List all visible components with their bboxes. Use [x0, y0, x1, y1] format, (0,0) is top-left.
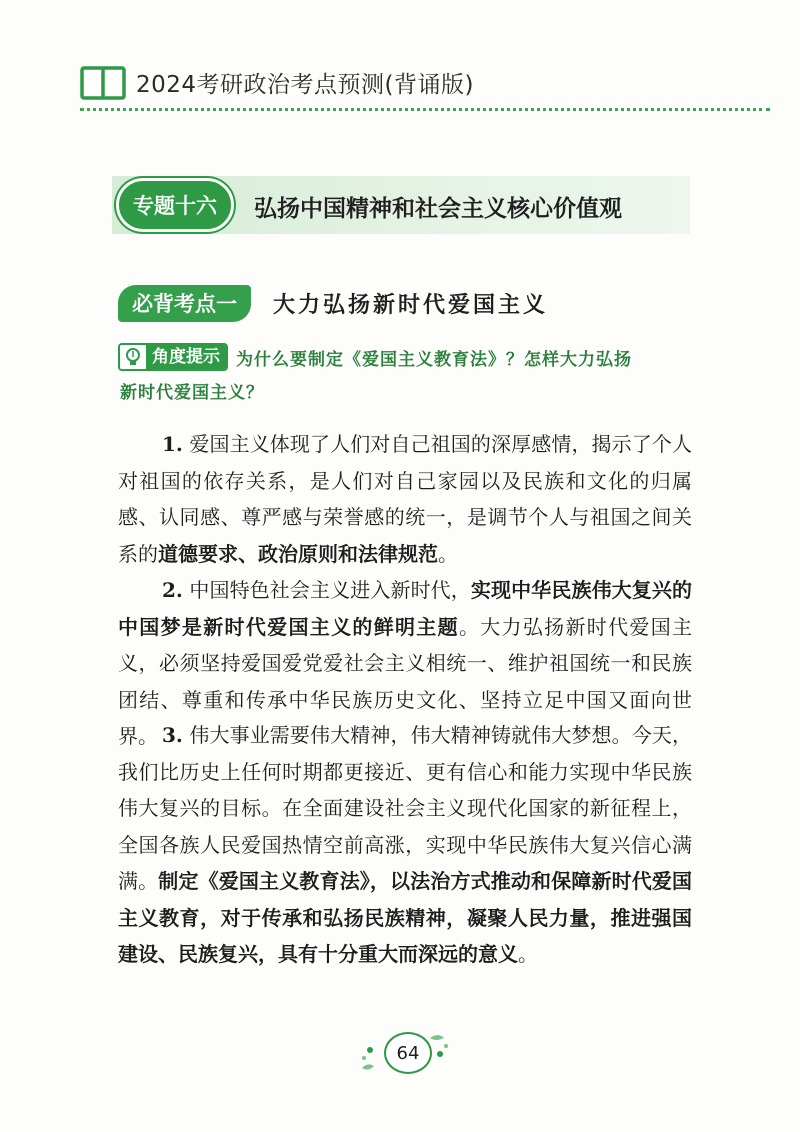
hint-question-line-2: 新时代爱国主义？: [120, 383, 264, 403]
running-header: [80, 62, 474, 102]
lightbulb-icon: [120, 345, 146, 369]
paragraph-1: 1. 爱国主义体现了人们对自己祖国的深厚感情，揭示了个人对祖国的依存关系，是人们对自己家园以及民族和文化的归属感、认同感、尊严感与荣誉感的统一，是调节个人与祖国之间关系的道德要求、政治原则和法律规范。: [118, 432, 692, 566]
key-point-heading: [118, 284, 548, 322]
key-point-title: 大力弘扬新时代爱国主义: [273, 292, 549, 318]
paragraph-3: 3. 伟大事业需要伟大精神，伟大精神铸就伟大梦想。今天，我们比历史上任何时期都更接近、更有信心和能力实现中华民族伟大复兴的目标。在全面建设社会主义现代化国家的新征程上，全国各族人民爱国热情空前高涨，实现中华民族伟大复兴信心满满。制定《爱国主义教育法》，以法治方式推动和保障新时代爱国主义教育，对于传承和弘扬民族精神，凝聚人民力量，推进强国建设、民族复兴，具有十分重大而深远的意义。: [118, 723, 693, 966]
hint-label: 角度提示: [146, 345, 226, 369]
topic-banner: [112, 176, 690, 234]
header-divider: [80, 108, 770, 111]
hint-question-line-1: 为什么要制定《爱国主义教育法》？怎样大力弘扬: [236, 349, 632, 370]
open-book-icon: [80, 64, 126, 100]
key-point-badge: 必背考点一: [118, 285, 251, 322]
topic-badge: 专题十六: [116, 178, 234, 232]
angle-hint: [118, 342, 708, 403]
header-title: 2024考研政治考点预测(背诵版): [136, 71, 474, 98]
topic-title: 弘扬中国精神和社会主义核心价值观: [254, 196, 622, 222]
page-number: 64: [384, 1032, 432, 1074]
page-number-ornament: [360, 1028, 450, 1078]
hint-badge: [118, 343, 228, 371]
paragraph-2: 2. 中国特色社会主义进入新时代，实现中华民族伟大复兴的中国梦是新时代爱国主义的鲜明主题。大力弘扬新时代爱国主义，必须坚持爱国爱党爱社会主义相统一、维护祖国统一和民族团结、尊重和传承中华民族历史文化、坚持立足中国又面向世界。: [118, 578, 693, 748]
